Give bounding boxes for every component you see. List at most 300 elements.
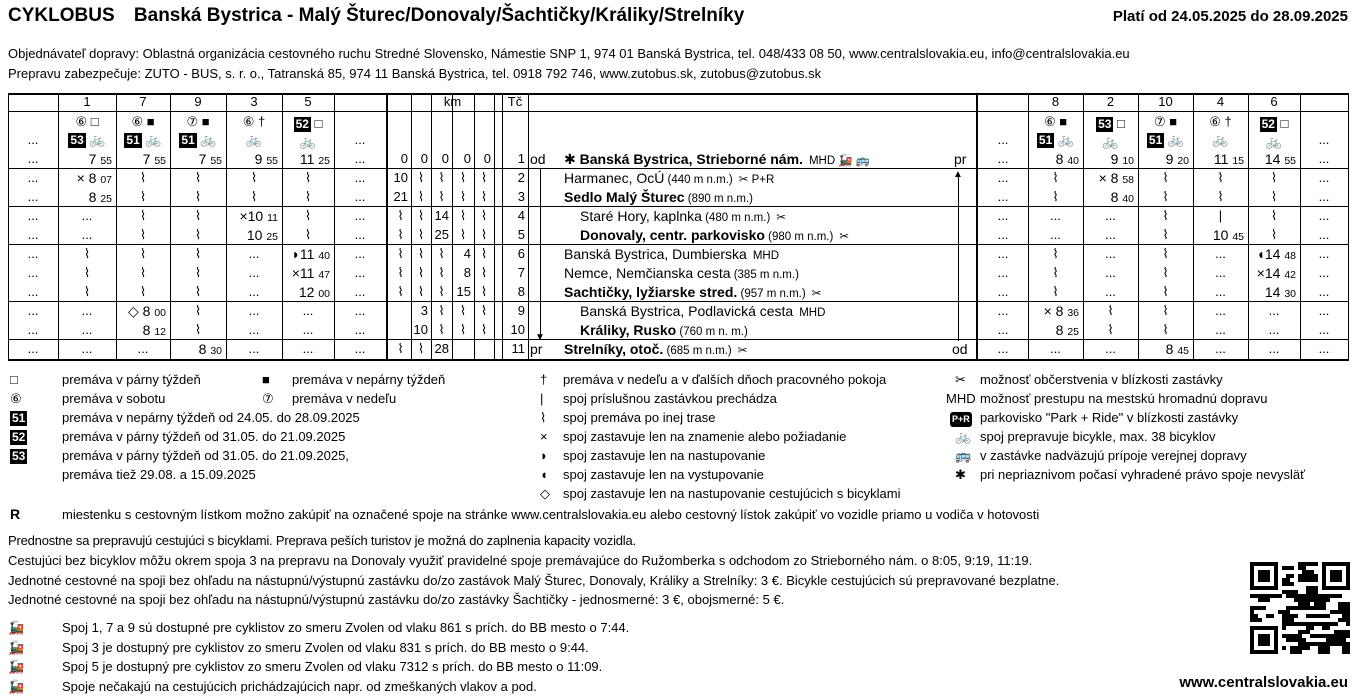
departure-time: 10 45 [1212, 227, 1244, 243]
station-label: Sedlo Malý Šturec [564, 189, 685, 205]
trip-codes: 53 □ [1098, 116, 1125, 131]
legend-icon: 53 [12, 449, 26, 463]
station-amenities: ✂ [839, 231, 849, 243]
website: www.centralslovakia.eu [1179, 674, 1348, 691]
header-title [8, 5, 744, 27]
minutes: 20 [1177, 155, 1189, 167]
footer-line-2: Cestujúci bez bicyklov môžu okrem spoja 3 na prepravu na Donovaly využiť pravidelné spoje premávajúce do Ružomberka s odchodom zo Strieborného nám. o 8:05, 9:19, 11:19. [8, 553, 1033, 568]
dots: ... [302, 322, 314, 337]
dots: ... [1215, 246, 1226, 261]
km-value: 25 [434, 227, 449, 242]
stop-number: 1 [517, 151, 525, 166]
legend-icon: 51 [12, 411, 26, 425]
km-value: 3 [420, 303, 428, 318]
altitude: (890 m n.m.) [684, 193, 753, 205]
dots: ... [137, 341, 149, 356]
trip-number: 5 [304, 94, 312, 109]
departure-time: 14 30 [1264, 284, 1296, 300]
trip-codes: ⑥ ■ [1043, 114, 1068, 129]
trip-number: 2 [1106, 94, 1115, 109]
other-route-mark: ⌇ [194, 208, 202, 223]
legend-text: premáva v nedeľu a v ďalších dňoch pracovného pokoja [563, 372, 887, 387]
trip-codes: 53 🚲 [70, 132, 106, 147]
other-route-mark: ⌇ [438, 189, 445, 204]
other-route-mark: ⌇ [194, 303, 202, 318]
station-amenities: ✂ [776, 212, 786, 224]
dots: ... [354, 170, 366, 185]
trip-codes: ⑦ ■ [1153, 114, 1178, 129]
stop-number: 11 [511, 341, 525, 356]
other-route-mark: ⌇ [459, 227, 467, 242]
legend-text: možnosť prestupu na mestskú hromadnú dopravu [980, 391, 1268, 406]
dots: ... [27, 208, 39, 223]
dots: ... [997, 170, 1009, 185]
legend-icon: ◖ [540, 467, 548, 482]
dots: ... [354, 208, 366, 223]
km-value: 21 [393, 189, 408, 204]
dots: ... [1318, 322, 1330, 337]
km-value: 28 [434, 341, 449, 356]
departure-time: 8 40 [1110, 189, 1134, 205]
legend-text: v zastávke nadväzujú prípoje verejnej dopravy [980, 448, 1247, 463]
dots: ... [1318, 208, 1330, 223]
departure-time: 12 00 [298, 284, 330, 300]
km-value: 14 [434, 208, 449, 223]
km-value: 10 [393, 170, 408, 185]
minutes: 47 [318, 269, 330, 281]
dots: ... [1215, 284, 1226, 299]
minutes: 45 [1177, 345, 1189, 357]
other-route-mark: ⌇ [304, 189, 312, 204]
col-line [386, 93, 388, 361]
bicycle-icon: 🚲 [1212, 132, 1229, 147]
dots: ... [1318, 341, 1330, 356]
legend-text: premáva v párny týždeň od 31.05. do 21.09.2025 [62, 429, 346, 444]
dots: ... [81, 322, 93, 337]
station-name [580, 321, 748, 339]
dots: ... [1105, 341, 1116, 356]
departure-time: 8 12 [142, 322, 166, 338]
departure-time: 9 20 [1165, 151, 1189, 167]
other-route-mark: ⌇ [1052, 284, 1059, 299]
other-route-mark: ⌇ [417, 189, 425, 204]
trip-codes: ⑦ ■ [186, 114, 210, 129]
dots: ... [81, 227, 93, 242]
other-route-mark: ⌇ [250, 189, 258, 204]
direction-arrow-down [540, 169, 541, 339]
legend-text: pri nepriaznivom počasí vyhradené právo spoje nevysläť [980, 467, 1305, 482]
other-route-mark: ⌇ [1162, 170, 1169, 185]
km-header: km [443, 94, 462, 109]
other-route-mark: ⌇ [397, 265, 404, 280]
other-route-mark: ⌇ [250, 170, 258, 185]
orderer-info: Objednávateľ dopravy: Oblastná organizácia cestovného ruchu Stredné Slovensko, Námestie SNP 1, 974 01 Banská Bystrica, tel. 048/433 08 50, www.centralslovakia.eu, info@centralslovakia.eu [8, 46, 1130, 61]
other-route-mark: ⌇ [139, 265, 147, 280]
minutes: 55 [1284, 155, 1296, 167]
other-route-mark: ⌇ [194, 284, 202, 299]
dots: ... [997, 227, 1009, 242]
stop-pre: od [530, 151, 546, 167]
table-bottom-border [8, 359, 1348, 361]
departure-time: × 8 07 [76, 170, 112, 186]
minutes: 40 [1067, 155, 1079, 167]
col-line [494, 93, 495, 361]
dots: ... [1050, 208, 1061, 223]
station-label: Banská Bystrica, Dumbierska [564, 246, 747, 262]
altitude: (480 m n.m.) [701, 212, 771, 224]
km-value: 15 [456, 284, 471, 299]
station-amenities: ✂ [737, 345, 748, 357]
dots: ... [27, 170, 39, 185]
dots: ... [81, 341, 93, 356]
station-name [564, 264, 799, 282]
dots: ... [1318, 303, 1330, 318]
station-name [564, 169, 774, 187]
legend-icon: ✱ [955, 467, 966, 482]
legend-text: spoj zastavuje len na nastupovanie [563, 448, 766, 463]
minutes: 55 [210, 155, 222, 167]
minutes: 30 [1284, 288, 1296, 300]
dots: ... [27, 322, 39, 337]
legend-icon: × [540, 429, 548, 444]
trip-number: 7 [139, 94, 147, 109]
dots: ... [248, 265, 260, 280]
departure-time: 8 40 [1055, 151, 1079, 167]
departure-time: 14 55 [1264, 151, 1296, 167]
dots: ... [1318, 189, 1330, 204]
other-route-mark: ⌇ [480, 170, 488, 185]
stop-pre: pr [530, 341, 543, 357]
dots: ... [1268, 303, 1280, 318]
stop-number: 4 [517, 208, 525, 223]
dots: ... [248, 246, 260, 261]
other-route-mark: ⌇ [480, 303, 488, 318]
dots: ... [81, 303, 93, 318]
departure-time: ◇ 8 00 [127, 303, 166, 319]
station-name [564, 188, 753, 206]
departure-time: 8 25 [88, 189, 112, 205]
dots: ... [302, 341, 314, 356]
station-label: Staré Hory, kaplnka [580, 208, 702, 224]
dots: ... [1215, 303, 1226, 318]
arrow-head-up: ▲ [953, 169, 963, 180]
departure-time: 7 55 [142, 151, 166, 167]
other-route-mark: ⌇ [1217, 170, 1224, 185]
station-label: Sachtičky, lyžiarske stred. [564, 284, 738, 300]
minutes: 25 [318, 155, 330, 167]
legend-icon: 52 [12, 430, 26, 444]
station-name [564, 150, 870, 168]
other-route-mark: ⌇ [480, 246, 488, 261]
other-route-mark: ⌇ [1162, 189, 1169, 204]
other-route-mark: ⌇ [1270, 208, 1278, 223]
dots: ... [1318, 170, 1330, 185]
other-route-mark: ⌇ [1107, 303, 1114, 318]
other-route-mark: ⌇ [139, 189, 147, 204]
minutes: 12 [154, 326, 166, 338]
other-route-mark: ⌇ [139, 208, 147, 223]
other-route-mark: ⌇ [139, 227, 147, 242]
dots: ... [1318, 227, 1330, 242]
dots: ... [27, 151, 39, 166]
minutes: 25 [1067, 326, 1079, 338]
other-route-mark: ⌇ [1270, 227, 1278, 242]
altitude: (760 m n. m.) [676, 326, 748, 338]
minutes: 40 [1122, 193, 1134, 205]
other-route-mark: ⌇ [417, 246, 425, 261]
legend-icon: 🚲 [955, 429, 972, 444]
other-route-mark: ⌇ [1162, 322, 1169, 337]
trip-codes: 52 □ [1261, 116, 1289, 131]
dots: ... [27, 284, 39, 299]
other-route-mark: ⌇ [1162, 265, 1169, 280]
stop-number: 6 [517, 246, 525, 261]
dots: ... [27, 246, 39, 261]
departure-time: ×10 11 [239, 208, 278, 224]
departure-time: 7 55 [88, 151, 112, 167]
legend-text: parkovisko "Park + Ride" v blízkosti zastávky [980, 410, 1239, 425]
dots: ... [354, 151, 366, 166]
other-route-mark: ⌇ [417, 170, 425, 185]
minutes: 11 [267, 212, 278, 224]
period-code: 51 [181, 133, 195, 147]
weather-flag-icon: ✱ [564, 151, 580, 167]
other-route-mark: ⌇ [480, 227, 488, 242]
trip-codes: ⑥ □ [75, 114, 99, 129]
other-route-mark: ⌇ [83, 284, 91, 299]
dots: ... [248, 341, 260, 356]
dots: ... [354, 341, 366, 356]
dots: ... [248, 284, 260, 299]
dots: ... [997, 189, 1009, 204]
dots: ... [1105, 265, 1116, 280]
other-route-mark: ⌇ [417, 284, 425, 299]
legend-icon: | [540, 391, 544, 406]
dots: ... [354, 265, 366, 280]
legend-icon: ◗ [540, 448, 548, 463]
altitude: (685 m n.m.) [663, 345, 732, 357]
station-name [580, 226, 849, 244]
legend-text: spoj premáva po inej trase [563, 410, 716, 425]
km-value: 0 [441, 151, 449, 166]
altitude: (980 m n.m.) [764, 231, 834, 243]
legend-icon: ◇ [540, 486, 550, 501]
station-label: Banská Bystrica, Podlavická cesta [580, 303, 794, 319]
minutes: 36 [1067, 307, 1079, 319]
other-route-mark: ⌇ [139, 246, 147, 261]
minutes: 00 [318, 288, 330, 300]
dots: ... [1318, 151, 1330, 166]
other-route-mark: ⌇ [438, 170, 445, 185]
legend-text: premáva tiež 29.08. a 15.09.2025 [62, 467, 256, 482]
station-amenities: ✂ [811, 288, 822, 300]
other-route-mark: ⌇ [438, 322, 445, 337]
dots: ... [1268, 322, 1280, 337]
legend-text: spoj zastavuje len na znamenie alebo požiadanie [563, 429, 847, 444]
other-route-mark: ⌇ [397, 246, 404, 261]
stop-number: 8 [517, 284, 525, 299]
other-route-mark: ⌇ [1107, 322, 1114, 337]
minutes: 30 [210, 345, 222, 357]
legend-text: spoj prepravuje bicykle, max. 38 bicyklov [980, 429, 1216, 444]
timetable [8, 93, 1348, 361]
dots: ... [1050, 341, 1061, 356]
minutes: 00 [154, 307, 166, 319]
km-value: 0 [420, 151, 428, 166]
dots: ... [997, 151, 1009, 166]
stop-number: 9 [517, 303, 525, 318]
departure-time: 10 25 [246, 227, 278, 243]
dots: ... [354, 322, 366, 337]
legend-text: spoj zastavuje len na nastupovanie cestujúcich s bicyklami [563, 486, 901, 501]
other-route-mark: ⌇ [459, 322, 467, 337]
other-route-mark: ⌇ [304, 227, 312, 242]
km-value: 8 [463, 265, 471, 280]
other-route-mark: ⌇ [417, 208, 425, 223]
train-note: Spoj 1, 7 a 9 sú dostupné pre cyklistov zo smeru Zvolen od vlaku 861 s prích. do BB mesto o 7:44. [62, 620, 630, 635]
validity: Platí od 24.05.2025 do 28.09.2025 [1112, 8, 1348, 25]
minutes: 25 [266, 231, 278, 243]
period-code: 52 [295, 117, 309, 131]
station-label: Donovaly, centr. parkovisko [580, 227, 765, 243]
minutes: 58 [1122, 174, 1134, 186]
station-label: Nemce, Nemčianska cesta [564, 265, 731, 281]
station-name [564, 245, 779, 263]
km-value: 4 [463, 246, 471, 261]
other-route-mark: ⌇ [417, 227, 425, 242]
other-route-mark: ⌇ [139, 170, 147, 185]
altitude: (957 m n.m.) [737, 288, 806, 300]
dots: ... [354, 132, 366, 147]
trip-number: 6 [1270, 94, 1278, 109]
dots: ... [27, 303, 39, 318]
legend-text: premáva v nedeľu [292, 391, 397, 406]
minutes: 55 [154, 155, 166, 167]
other-route-mark: ⌇ [194, 265, 202, 280]
train-icon: 🚂 [8, 620, 25, 635]
station-label: Strelníky, otoč. [564, 341, 664, 357]
period-code: 51 [1038, 133, 1053, 147]
trip-number: 4 [1216, 94, 1225, 109]
dots: ... [1215, 322, 1226, 337]
dots: ... [1318, 265, 1330, 280]
legend-icon: MHD [946, 391, 976, 406]
stop-number: 2 [517, 170, 525, 185]
train-note: Spoj 3 je dostupný pre cyklistov zo smeru Zvolen od vlaku 831 s prích. do BB mesto o 9:44. [62, 639, 589, 655]
legend-text: spoj príslušnou zastávkou prechádza [563, 391, 777, 406]
other-route-mark: ⌇ [194, 246, 202, 261]
other-route-mark: ⌇ [397, 341, 404, 356]
period-code: 52 [1261, 117, 1275, 131]
dots: ... [997, 246, 1009, 261]
dots: ... [1268, 341, 1280, 356]
station-label: Králiky, Rusko [580, 322, 677, 338]
minutes: 40 [318, 250, 330, 262]
station-label: Harmanec, OcÚ [564, 170, 665, 186]
trip-codes: 51 🚲 [1148, 132, 1185, 147]
dots: ... [81, 208, 93, 223]
other-route-mark: ⌇ [139, 284, 147, 299]
other-route-mark: ⌇ [397, 208, 404, 223]
altitude: (385 m n.m.) [730, 269, 799, 281]
dots: ... [27, 189, 39, 204]
train-icon: 🚂 [8, 678, 25, 694]
station-amenities: ✂ P+R [738, 174, 775, 186]
direction-arrow-up [958, 173, 959, 341]
departure-time: 8 30 [198, 341, 222, 357]
other-route-mark: ⌇ [1162, 208, 1169, 223]
legend-icon: ⌇ [540, 410, 547, 425]
dots: ... [1105, 284, 1116, 299]
other-route-mark: ⌇ [438, 246, 445, 261]
dots: ... [27, 265, 39, 280]
other-route-mark: ⌇ [1162, 227, 1169, 242]
bicycle-icon: 🚲 [1265, 134, 1283, 149]
km-value: 0 [483, 151, 491, 166]
header-divider [8, 111, 1348, 112]
pass-mark: | [1218, 208, 1223, 223]
station-amenities: MHD 🚂 🚌 [808, 155, 871, 167]
period-code: 53 [70, 133, 84, 147]
legend-text: spoj zastavuje len na vystupovanie [563, 467, 764, 482]
dots: ... [248, 303, 260, 318]
legend-text: premáva v párny týždeň [62, 372, 201, 387]
dots: ... [1105, 246, 1116, 261]
trip-codes: ⑥ † [1209, 114, 1232, 129]
dots: ... [997, 341, 1009, 356]
minutes: 42 [1284, 269, 1296, 281]
trip-codes: 51 🚲 [1038, 132, 1075, 147]
other-route-mark: ⌇ [438, 284, 445, 299]
departure-time: 11 15 [1213, 151, 1244, 167]
other-route-mark: ⌇ [1217, 189, 1224, 204]
dots: ... [1215, 341, 1226, 356]
dots: ... [354, 227, 366, 242]
trip-codes: 52 □ [295, 116, 323, 131]
station-name [580, 207, 786, 225]
departure-time: ◖14 48 [1256, 246, 1296, 262]
departure-time: 8 45 [1165, 341, 1189, 357]
legend-icon: † [540, 372, 548, 387]
legend-text: premáva v sobotu [62, 391, 166, 406]
other-route-mark: ⌇ [194, 322, 202, 337]
stop-post: pr [954, 151, 967, 167]
departure-time: 9 10 [1110, 151, 1134, 167]
stop-post: od [952, 341, 968, 357]
other-route-mark: ⌇ [194, 189, 202, 204]
other-route-mark: ⌇ [459, 189, 467, 204]
legend-icon: P+R [950, 410, 972, 427]
stop-number: 10 [510, 322, 525, 337]
other-route-mark: ⌇ [1052, 170, 1059, 185]
other-route-mark: ⌇ [438, 303, 445, 318]
other-route-mark: ⌇ [438, 265, 445, 280]
other-route-mark: ⌇ [1052, 265, 1059, 280]
departure-time: 7 55 [198, 151, 222, 167]
departure-time: ×11 47 [291, 265, 330, 281]
minutes: 15 [1232, 155, 1244, 167]
minutes: 25 [100, 193, 112, 205]
dots: ... [354, 303, 366, 318]
dots: ... [997, 303, 1009, 318]
period-code: 51 [126, 133, 140, 147]
minutes: 07 [100, 174, 112, 186]
dots: ... [27, 227, 39, 242]
dots: ... [302, 303, 314, 318]
legend-icon: ■ [262, 372, 270, 387]
km-value: 0 [463, 151, 471, 166]
stop-number: 7 [517, 265, 525, 280]
